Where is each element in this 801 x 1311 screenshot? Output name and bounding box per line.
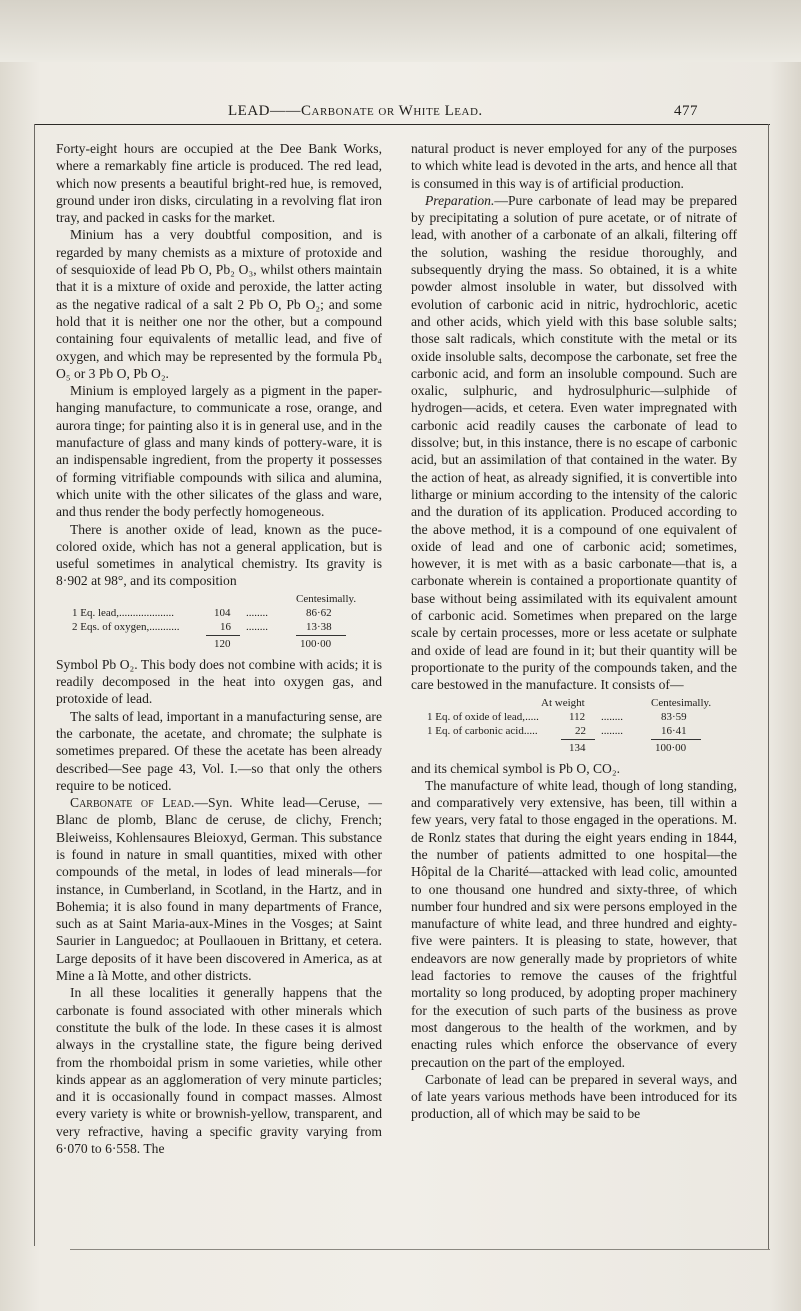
paragraph: Carbonate of lead can be prepared in several ways, and of late years various methods have been introduced for its production, all of which may be said to be bbox=[411, 1071, 737, 1122]
table-row bbox=[56, 606, 382, 620]
paragraph: natural product is never employed for any of the purposes to which white lead is devoted in the arts, and hence all that is consumed in this way is of artificial production. bbox=[411, 141, 737, 191]
row-label: 1 Eq. of carbonic acid..... bbox=[427, 724, 538, 737]
table-header: Centesimally. bbox=[296, 592, 357, 605]
total-cent: 100·00 bbox=[300, 637, 332, 650]
row-weight: 16 bbox=[220, 620, 231, 633]
total-weight: 134 bbox=[569, 741, 586, 754]
left-border-line bbox=[34, 124, 35, 1246]
table-total-row bbox=[411, 738, 737, 756]
paragraph: Carbonate of Lead.—Syn. White lead—Ceruse, —Blanc de plomb, Blanc de ceruse, de clichy, French; Bleiweiss, Kohlensaures Bleioxyd, German. This substance is found in nature in small quantities, mixed with other compounds of the metal, in lodes of lead minerals—for instance, in Cumberland, in Scotland, in the Hartz, and in Bohemia; it is also found in many departments of France, such as at Saint Maria-aux-Mines in the Vosges; at Saint Saurier in Languedoc; at Poullaouen in Brittany, et cetera. Large deposits of it have been discovered in America, as at Mine a Ià Motte, and other districts. bbox=[56, 795, 382, 984]
section-heading: Carbonate of Lead. bbox=[70, 795, 195, 811]
row-cent: 13·38 bbox=[306, 620, 332, 633]
table-row bbox=[411, 724, 737, 738]
row-cent: 16·41 bbox=[661, 724, 687, 737]
composition-table bbox=[411, 696, 737, 756]
table-total-row bbox=[56, 634, 382, 652]
paragraph: Forty-eight hours are occupied at the Dee Bank Works, where a remarkably fine article is produced. The red lead, which now presents a beautiful bright-red hue, is removed, ground under iron disks, circulating in a revolving flat iron tray, and packed in casks for the market. bbox=[56, 141, 382, 226]
page-edge-shadow bbox=[0, 0, 801, 62]
running-title: LEAD——Carbonate or White Lead. bbox=[228, 103, 483, 119]
right-border-line bbox=[768, 124, 769, 1249]
right-column bbox=[411, 140, 737, 1123]
row-cent: 86·62 bbox=[306, 606, 332, 619]
row-weight: 104 bbox=[214, 606, 231, 619]
paragraph: Preparation.—Pure carbonate of lead may be prepared by precipitating a solution of pure acetate, or of nitrate of lead, with another of a carbonate of an alkali, filtering off the solution, washing the residue thoroughly, and subsequently drying the mass. So obtained, it is a white powder almost insoluble in water, but dissolved with evolution of carbonic acid in nitric, hydrochloric, acetic and other acids, which yield with this base soluble salts; those salt radicals, which constitute with the metal or its oxide insoluble salts, decompose the carbonate, set free the carbonic acid, and form an insoluble compound. Such are oxalic, sulphuric, and hydrosulphuric—sulphide of hydrogen—acids, et cetera. Even water impregnated with carbonic acid readily causes the carbonate of lead to dissolve; but, in this instance, there is no escape of carbonic acid, but an assimilation of that contained in the water. By the action of heat, as already signified, it is convertible into litharge or minium according to the intensity of the caloric and the duration of its application. Produced according to the above method, it is a compound of one equivalent of oxide of lead and one of carbonic acid; sometimes, however, it is met with as a basic carbonate—that is, a carbonate wherein is contained a proportionate quantity of base without being assimilated with its equivalent amount of carbonic acid. Sometimes when prepared on the large scale by certain processes, more or less acetate or sulphate and oxide of lead are found in it; but their quantity will be proportionate to the purity of the compounds taken, and the care bestowed in the manufacture. It consists of— bbox=[411, 192, 737, 693]
row-dots: ........ bbox=[601, 710, 623, 723]
paragraph: Minium has a very doubtful composition, and is regarded by many chemists as a mixture of protoxide and of sesquioxide of lead Pb O, Pb₂ O₃, whilst others maintain that it is a mixture of oxide and peroxide, the latter acting as the negative radical of a salt 2 Pb O, Pb O₂; and some hold that it is neither one nor the other, but a compound containing four equivalents of metallic lead, and five of oxygen, and which may be represented by the formula Pb₄ O₅ or 3 Pb O, Pb O₂. bbox=[56, 227, 382, 381]
composition-table bbox=[56, 592, 382, 652]
row-label: 1 Eq. lead,.................... bbox=[72, 606, 175, 619]
row-weight: 22 bbox=[575, 724, 586, 737]
paragraph: There is another oxide of lead, known as the puce-colored oxide, which has not a general application, but is useful sometimes in analytical chemistry. Its gravity is 8·902 at 98°, and its composition bbox=[56, 521, 382, 589]
bottom-rule bbox=[70, 1249, 770, 1250]
table-row bbox=[411, 710, 737, 724]
paragraph: The manufacture of white lead, though of long standing, and comparatively very extensive, has been, till within a few years, very fatal to those engaged in the operations. M. de Ronlz states that during the eight years ending in 1844, the number of patients admitted to one hospital—the Hôpital de la Charité—attacked with lead colic, amounted to one thousand one hundred and sixty-three, of which number four hundred and six were persons employed in the manufacture of white lead, and three hundred and eighty-five were painters. It is pleasing to state, however, that endeavors are now generally made by proprietors of white lead factories to remove the causes of the frightful mortality so long produced, by adopting proper machinery for the execution of such parts of the business as prove most dangerous to the health of the workmen, and by enacting rules which enforce the observance of every precaution on the part of the employed. bbox=[411, 777, 737, 1070]
row-dots: ........ bbox=[601, 724, 623, 737]
row-cent: 83·59 bbox=[661, 710, 687, 723]
paragraph: Symbol Pb O₂. This body does not combine with acids; it is readily decomposed in the heat into oxygen gas, and protoxide of lead. bbox=[56, 656, 382, 707]
row-weight: 112 bbox=[569, 710, 586, 723]
row-label: 1 Eq. of oxide of lead,..... bbox=[427, 710, 539, 723]
paragraph: and its chemical symbol is Pb O, CO₂. bbox=[411, 760, 621, 776]
page-number: 477 bbox=[674, 103, 698, 119]
row-dots: ........ bbox=[246, 620, 268, 633]
row-label: 2 Eqs. of oxygen,........... bbox=[72, 620, 180, 633]
table-header: At weight bbox=[541, 696, 585, 709]
paragraph: In all these localities it generally happens that the carbonate is found associated with other minerals which constitute the bulk of the lode. In these cases it is almost always in the crystalline state, the figure being derived from the rhomboidal prism in some varieties, while other kinds appear as an agglomeration of very minute particles; and it is occasionally found in compact masses. Almost every variety is white or brownish-yellow, transparent, and very refractive, having a specific gravity varying from 6·070 to 6·558. The bbox=[56, 985, 382, 1157]
left-column bbox=[56, 140, 382, 1157]
running-header bbox=[228, 101, 698, 125]
table-header: Centesimally. bbox=[651, 696, 712, 709]
section-heading: Preparation. bbox=[425, 192, 495, 208]
header-rule bbox=[34, 124, 770, 125]
paragraph: The salts of lead, important in a manufacturing sense, are the carbonate, the acetate, and chromate; the sulphate is sometimes prepared. Of these the acetate has been already described—See page 43, Vol. I.—so that only the others require to be noticed. bbox=[56, 708, 382, 793]
row-dots: ........ bbox=[246, 606, 268, 619]
total-weight: 120 bbox=[214, 637, 231, 650]
total-cent: 100·00 bbox=[655, 741, 687, 754]
table-row bbox=[56, 620, 382, 634]
paragraph: Minium is employed largely as a pigment in the paper-hanging manufacture, to communicate a rose, orange, and aurora tinge; for painting also it is in general use, and in the manufacture of glass and many kinds of pottery-ware, it is an indispensable ingredient, from the property it possesses of forming vitrifiable compounds with silica and alumina, which unite with the other silicates of the glass and ware, and thus render the body perfectly homogeneous. bbox=[56, 383, 382, 520]
